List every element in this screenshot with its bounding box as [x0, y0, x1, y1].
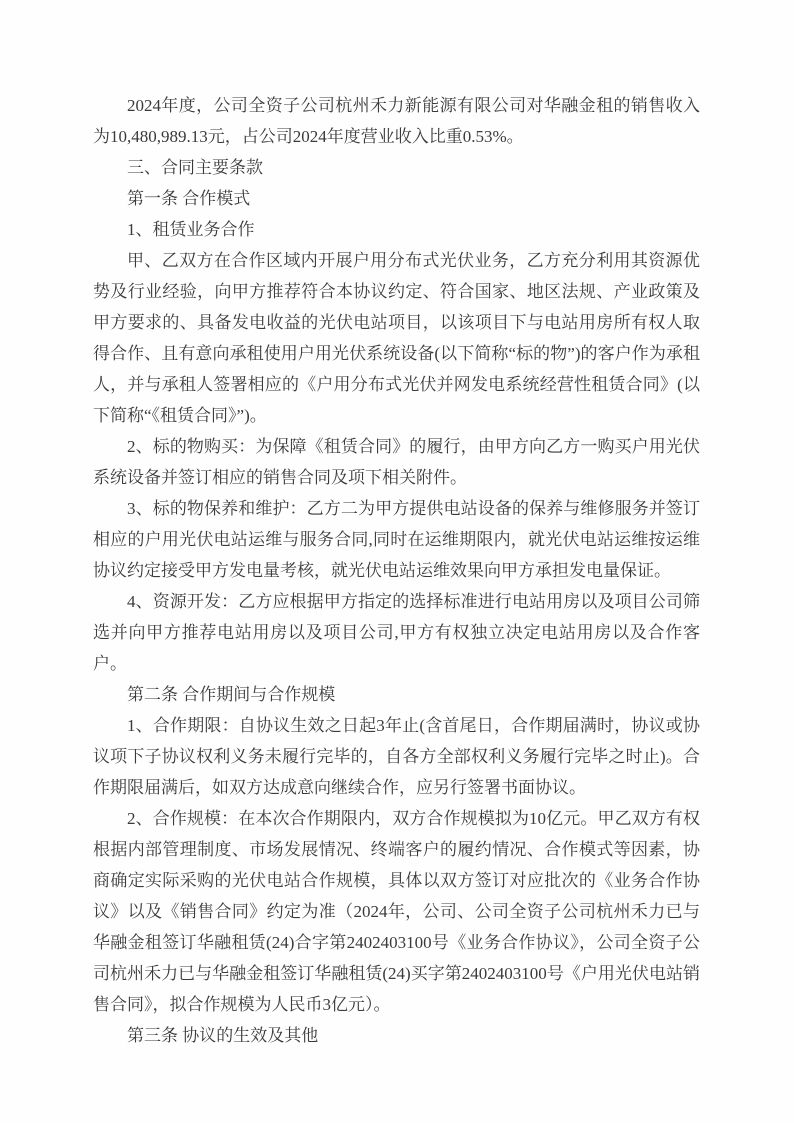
- heading-article-3: 第三条 协议的生效及其他: [127, 1026, 319, 1045]
- para-cooperation-scale: 2、合作规模：在本次合作期限内，双方合作规模拟为10亿元。甲乙双方有权根据内部管理制度、市场发展情况、终端客户的履约情况、合作模式等因素，协商确定实际采购的光伏电站合作规模，具体以双方签订对应批次的《业务合作协议》以及《销售合同》约定为准（2024年，公司、公司全资子公司杭州禾力已与华融金租签订华融租赁(24)合字第2402403100号《业务合作协议》，公司全资子公司杭州禾力已与华融金租签订华融租赁(24)买字第2402403100号《户用光伏电站销售合同》，拟合作规模为人民币3亿元）。: [93, 809, 700, 1014]
- para-subject-purchase: 2、标的物购买：为保障《租赁合同》的履行，由甲方向乙方一购买户用光伏系统设备并签订相应的销售合同及项下相关附件。: [93, 437, 700, 487]
- para-leasing-cooperation: 甲、乙双方在合作区域内开展户用分布式光伏业务，乙方充分利用其资源优势及行业经验，向甲方推荐符合本协议约定、符合国家、地区法规、产业政策及甲方要求的、具备发电收益的光伏电站项目，以该项目下与电站用房所有权人取得合作、且有意向承租使用户用光伏系统设备(以下简称“标的物”)的客户作为承租人，并与承租人签署相应的《户用分布式光伏并网发电系统经营性租赁合同》(以下简称“《租赁合同》”)。: [93, 251, 700, 425]
- document-content: [93, 90, 700, 1051]
- para-subject-maintenance: 3、标的物保养和维护：乙方二为甲方提供电站设备的保养与维修服务并签订相应的户用光伏电站运维与服务合同,同时在运维期限内，就光伏电站运维按运维协议约定接受甲方发电量考核，就光伏电站运维效果向甲方承担发电量保证。: [93, 499, 700, 580]
- para-revenue-summary: 2024年度，公司全资子公司杭州禾力新能源有限公司对华融金租的销售收入为10,480,989.13元，占公司2024年度营业收入比重0.53%。: [93, 96, 700, 146]
- subheading-leasing-cooperation: 1、租赁业务合作: [127, 220, 255, 239]
- heading-contract-main-terms: 三、合同主要条款: [127, 158, 263, 177]
- para-resource-development: 4、资源开发：乙方应根据甲方指定的选择标准进行电站用房以及项目公司筛选并向甲方推荐电站用房以及项目公司,甲方有权独立决定电站用房以及合作客户。: [93, 592, 700, 673]
- heading-article-1: 第一条 合作模式: [127, 189, 251, 208]
- heading-article-2: 第二条 合作期间与合作规模: [127, 685, 336, 704]
- para-cooperation-term: 1、合作期限：自协议生效之日起3年止(含首尾日，合作期届满时，协议或协议项下子协议权利义务未履行完毕的，自各方全部权利义务履行完毕之时止)。合作期限届满后，如双方达成意向继续合作，应另行签署书面协议。: [93, 716, 700, 797]
